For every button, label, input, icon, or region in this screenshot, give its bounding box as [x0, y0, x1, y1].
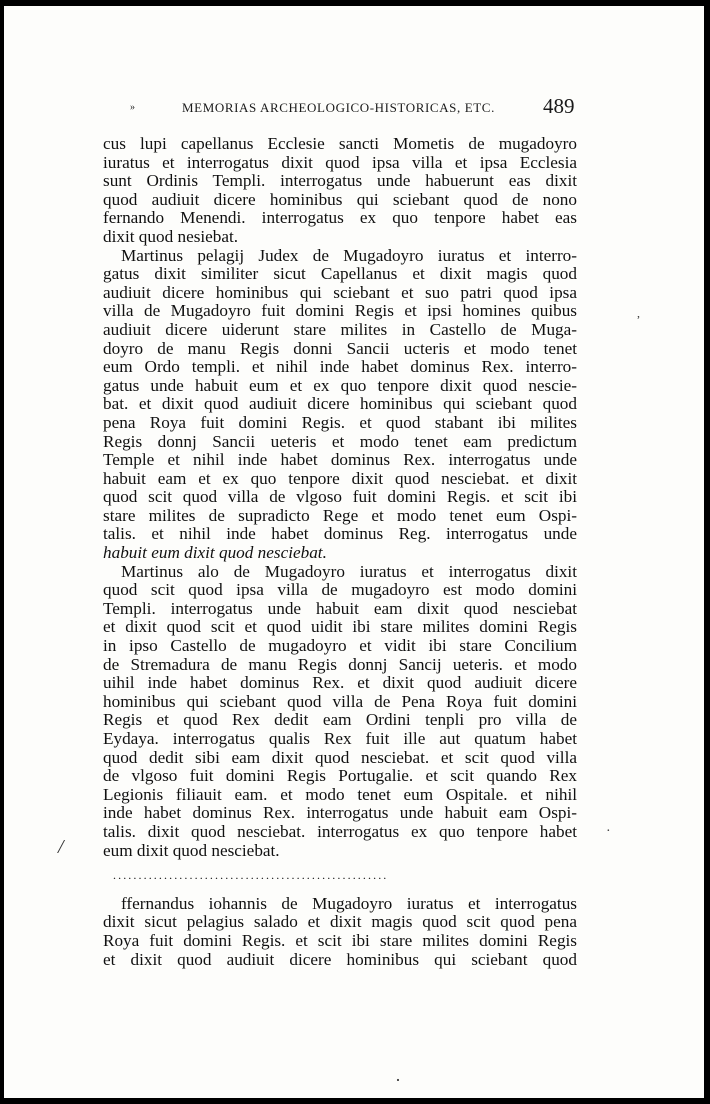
text-line: Legionis filiauit eam. et modo tenet eum Ospitale. et nihil — [103, 784, 577, 804]
ellipsis-separator: ...................................................... — [113, 868, 389, 883]
text-line: Martinus alo de Mugadoyro iuratus et interrogatus dixit — [121, 561, 577, 581]
margin-comma-mark: , — [637, 306, 640, 320]
page-number: 489 — [543, 94, 575, 118]
text-line: de Stremadura de manu Regis donnj Sancij ueteris. et modo — [103, 654, 577, 674]
text-line: dixit sicut pelagius salado et dixit magis quod scit quod pena — [103, 912, 577, 932]
text-line: talis. et nihil inde habet dominus Reg. interrogatus unde — [103, 524, 577, 544]
text-line: habuit eam et ex quo tenpore dixit quod nesciebat. et dixit — [103, 468, 577, 488]
text-line: stare milites de supradicto Rege et modo tenet eum Ospi- — [103, 505, 577, 525]
paragraph — [103, 895, 577, 969]
text-line: villa de Mugadoyro fuit domini Regis et ipsi homines quibus — [103, 301, 577, 321]
text-line: de vlgoso fuit domini Regis Portugalie. et scit quando Rex — [103, 766, 577, 786]
paragraph — [103, 247, 577, 563]
margin-slash-mark: / — [58, 836, 64, 858]
text-line: gatus dixit similiter sicut Capellanus et dixit magis quod — [103, 264, 577, 284]
text-line: pena Roya fuit domini Regis. et quod stabant ibi milites — [103, 412, 577, 432]
running-title: MEMORIAS ARCHEOLOGICO-HISTORICAS, ETC. — [182, 100, 495, 115]
document-page — [4, 6, 704, 1098]
text-line: quod scit quod villa de vlgoso fuit domini Regis. et scit ibi — [103, 487, 577, 507]
text-line: Regis donnj Sancii ueteris et modo tenet eam predictum — [103, 431, 577, 451]
text-line: hominibus qui sciebant quod villa de Pena Roya fuit domini — [103, 691, 577, 711]
text-line: eum Ordo templi. et nihil inde habet dominus Rex. interro- — [103, 357, 577, 377]
text-line: in ipso Castello de mugadoyro et vidit ibi stare Concilium — [103, 636, 577, 656]
text-line: gatus unde habuit eum et ex quo tenpore dixit quod nescie- — [103, 375, 577, 395]
text-line: quod audiuit dicere hominibus qui sciebant quod de nono — [103, 189, 577, 209]
text-line: Eydaya. interrogatus qualis Rex fuit ille aut quatum habet — [103, 729, 577, 748]
text-line: ffernandus iohannis de Mugadoyro iuratus et interrogatus — [121, 893, 577, 913]
text-line: iuratus et interrogatus dixit quod ipsa villa et ipsa Ecclesia — [103, 152, 577, 172]
text-line: cus lupi capellanus Ecclesie sancti Mometis de mugadoyro — [103, 134, 577, 153]
text-line: inde habet dominus Rex. interrogatus unde habuit eam Ospi- — [103, 803, 577, 823]
text-line: Roya fuit domini Regis. et scit ibi stare milites domini Regis — [103, 930, 577, 950]
text-line: eum dixit quod nesciebat. — [103, 840, 280, 860]
text-line: audiuit dicere hominibus qui sciebant et suo patri quod ipsa — [103, 282, 577, 302]
text-line: uihil inde habet dominus Rex. et dixit quod audiuit dicere — [103, 673, 577, 693]
text-line: habuit eum dixit quod nesciebat. — [103, 543, 327, 563]
text-line: Templi. interrogatus unde habuit eam dixit quod nesciebat — [103, 598, 577, 618]
text-line: Temple et nihil inde habet dominus Rex. interrogatus unde — [103, 450, 577, 470]
text-line: bat. et dixit quod audiuit dicere hominibus qui sciebant quod — [103, 394, 577, 414]
paragraph — [103, 563, 577, 861]
text-line: fernando Menendi. interrogatus ex quo tenpore habet eas — [103, 208, 577, 228]
body-text — [103, 135, 577, 969]
text-line: dixit quod nesiebat. — [103, 226, 239, 246]
header-mark: » — [130, 102, 135, 113]
margin-dot-mark: · — [606, 824, 611, 839]
text-line: Regis et quod Rex dedit eam Ordini tenpli pro villa de — [103, 710, 577, 730]
text-line: sunt Ordinis Templi. interrogatus unde habuerunt eas dixit — [103, 171, 577, 191]
text-line: et dixit quod audiuit dicere hominibus qui sciebant quod — [103, 949, 577, 969]
text-line: talis. dixit quod nesciebat. interrogatus ex quo tenpore habet — [103, 821, 577, 841]
text-line: Martinus pelagij Judex de Mugadoyro iuratus et interro- — [121, 245, 577, 265]
text-line: quod scit quod ipsa villa de mugadoyro est modo domini — [103, 580, 577, 600]
text-line: et dixit quod scit et quod uidit ibi stare milites domini Regis — [103, 617, 577, 637]
page-header — [4, 94, 704, 122]
text-line: audiuit dicere uiderunt stare milites in Castello de Muga- — [103, 319, 577, 339]
text-line: doyro de manu Regis donni Sancii ucteris et modo tenet — [103, 338, 577, 358]
paragraph — [103, 135, 577, 247]
bottom-dot-mark: · — [395, 1070, 401, 1090]
text-line: quod dedit sibi eam dixit quod nesciebat. et scit quod villa — [103, 747, 577, 767]
